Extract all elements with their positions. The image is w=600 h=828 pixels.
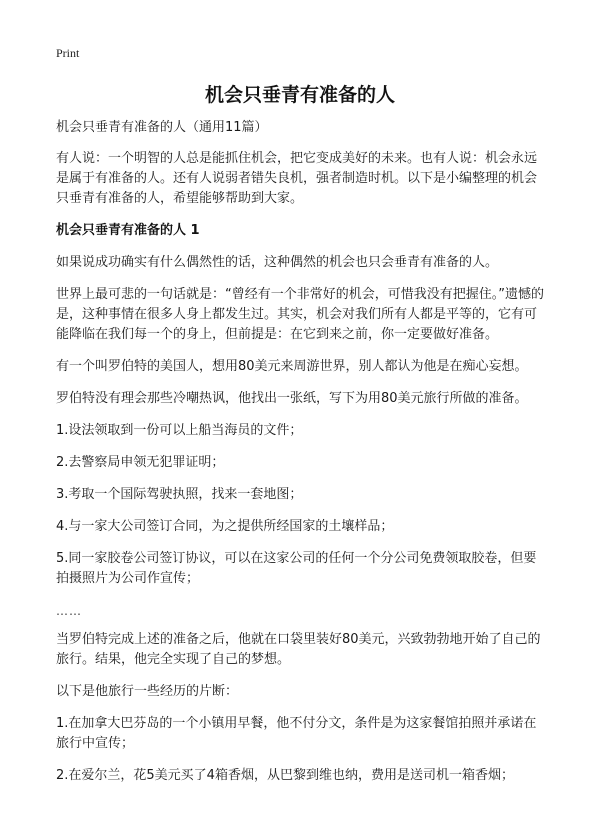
paragraph: 当罗伯特完成上述的准备之后，他就在口袋里装好80美元，兴致勃勃地开始了自己的旅行。结果，他完全实现了自己的梦想。 <box>56 632 541 667</box>
intro-paragraph: 有人说：一个明智的人总是能抓住机会，把它变成美好的未来。也有人说：机会永远是属于有准备的人。还有人说弱者错失良机，强者制造时机。以下是小编整理的机会只垂青有准备的人，希望能够帮助到大家。 <box>56 151 538 206</box>
print-link[interactable]: Print <box>56 46 80 60</box>
list-item: 3.考取一个国际驾驶执照，找来一套地图； <box>56 487 303 502</box>
list-item: 5.同一家胶卷公司签订协议，可以在这家公司的任何一个分公司免费领取胶卷，但要拍摄照片为公司作宣传； <box>56 551 537 586</box>
ellipsis: …… <box>56 604 82 618</box>
paragraph: 世界上最可悲的一句话就是：“曾经有一个非常好的机会，可惜我没有把握住。”遗憾的是，这种事情在很多人身上都发生过。其实，机会对我们所有人都是平等的，它有可能降临在我们每一个的身上，但前提是：在它到来之前，你一定要做好准备。 <box>56 287 544 342</box>
section-heading: 机会只垂青有准备的人 1 <box>56 223 200 238</box>
paragraph: 如果说成功确实有什么偶然性的话，这种偶然的机会也只会垂青有准备的人。 <box>56 255 499 270</box>
paragraph: 以下是他旅行一些经历的片断： <box>56 684 239 699</box>
list-item: 4.与一家大公司签订合同，为之提供所经国家的土壤样品； <box>56 519 394 534</box>
page-title: 机会只垂青有准备的人 <box>204 84 395 106</box>
list-item: 2.去警察局申领无犯罪证明； <box>56 455 225 470</box>
article-body <box>56 118 548 798</box>
list-item: 1.设法领取到一份可以上船当海员的文件； <box>56 423 303 438</box>
list-item: 1.在加拿大巴芬岛的一个小镇用早餐，他不付分文，条件是为这家餐馆拍照并承诺在旅行中宣传； <box>56 716 537 751</box>
paragraph: 有一个叫罗伯特的美国人，想用80美元来周游世界，别人都认为他是在痴心妄想。 <box>56 359 528 374</box>
list-item: 2.在爱尔兰，花5美元买了4箱香烟，从巴黎到维也纳，费用是送司机一箱香烟； <box>56 768 514 783</box>
article-subtitle: 机会只垂青有准备的人（通用11篇） <box>56 120 268 135</box>
paragraph: 罗伯特没有理会那些冷嘲热讽，他找出一张纸，写下为用80美元旅行所做的准备。 <box>56 391 528 406</box>
